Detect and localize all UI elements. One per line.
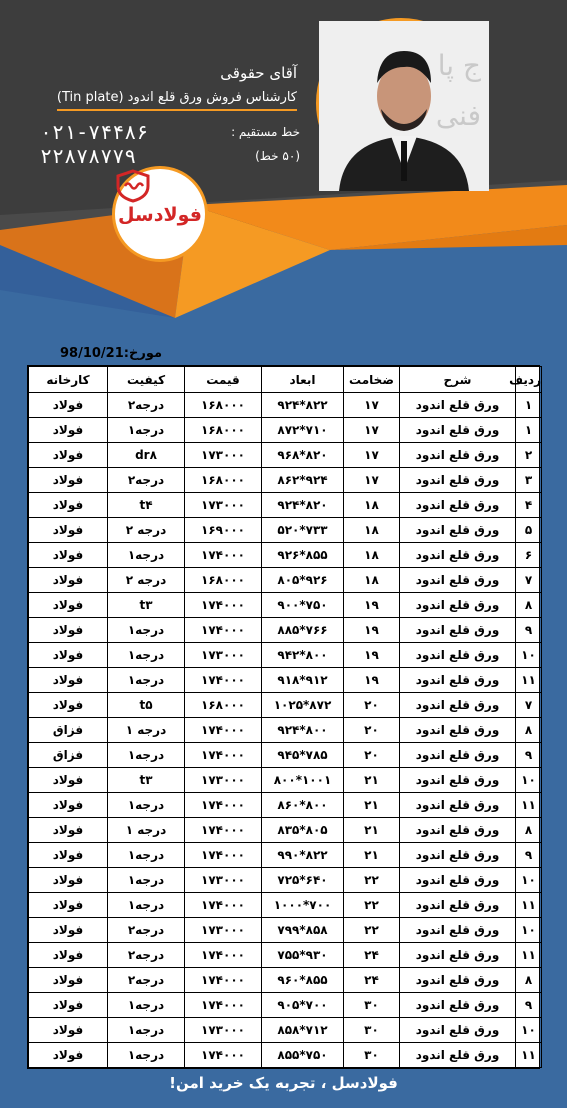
cell-dimensions: ۸۲۰*۹۲۴ (262, 493, 344, 518)
table-row (29, 1043, 542, 1068)
cell-description: ورق قلع اندود (400, 818, 516, 843)
cell-row-number: ۶ (516, 543, 542, 568)
cell-factory: فولاد (29, 818, 108, 843)
cell-thickness: ۱۹ (344, 668, 400, 693)
cell-price: ۱۷۳۰۰۰ (185, 918, 262, 943)
price-table (28, 366, 542, 1068)
table-row (29, 393, 542, 418)
cell-thickness: ۲۰ (344, 743, 400, 768)
cell-factory: فولاد (29, 518, 108, 543)
cell-dimensions: ۸۵۸*۷۹۹ (262, 918, 344, 943)
cell-row-number: ۲ (516, 443, 542, 468)
cell-dimensions: ۶۴۰*۷۲۵ (262, 868, 344, 893)
cell-thickness: ۲۱ (344, 768, 400, 793)
cell-quality: درجه۲ (108, 968, 185, 993)
cell-factory: فولاد (29, 693, 108, 718)
cell-dimensions: ۹۲۶*۸۰۵ (262, 568, 344, 593)
table-row (29, 1018, 542, 1043)
table-row (29, 743, 542, 768)
cell-factory: فولاد (29, 568, 108, 593)
cell-row-number: ۷ (516, 568, 542, 593)
table-row (29, 493, 542, 518)
cell-description: ورق قلع اندود (400, 793, 516, 818)
cell-row-number: ۱۱ (516, 793, 542, 818)
phone-numbers (40, 120, 300, 168)
cell-thickness: ۱۸ (344, 518, 400, 543)
cell-row-number: ۹ (516, 743, 542, 768)
cell-description: ورق قلع اندود (400, 693, 516, 718)
cell-price: ۱۶۸۰۰۰ (185, 693, 262, 718)
cell-row-number: ۱۰ (516, 1018, 542, 1043)
cell-thickness: ۲۴ (344, 968, 400, 993)
column-header-thickness: ضخامت (344, 367, 400, 393)
cell-row-number: ۸ (516, 818, 542, 843)
cell-thickness: ۳۰ (344, 993, 400, 1018)
table-row (29, 918, 542, 943)
cell-price: ۱۷۳۰۰۰ (185, 1018, 262, 1043)
contact-role: کارشناس فروش ورق قلع اندود (Tin plate) (57, 90, 297, 111)
cell-thickness: ۱۹ (344, 593, 400, 618)
cell-price: ۱۷۴۰۰۰ (185, 793, 262, 818)
cell-quality: t۵ (108, 693, 185, 718)
cell-description: ورق قلع اندود (400, 668, 516, 693)
cell-dimensions: ۸۰۵*۸۳۵ (262, 818, 344, 843)
cell-row-number: ۹ (516, 843, 542, 868)
cell-price: ۱۷۴۰۰۰ (185, 843, 262, 868)
cell-factory: فزاق (29, 718, 108, 743)
cell-row-number: ۱۱ (516, 893, 542, 918)
table-row (29, 568, 542, 593)
table-row (29, 993, 542, 1018)
column-header-quality: کیفیت (108, 367, 185, 393)
cell-factory: فولاد (29, 993, 108, 1018)
table-row (29, 818, 542, 843)
cell-factory: فولاد (29, 893, 108, 918)
cell-factory: فولاد (29, 593, 108, 618)
cell-description: ورق قلع اندود (400, 968, 516, 993)
cell-description: ورق قلع اندود (400, 718, 516, 743)
cell-thickness: ۱۷ (344, 443, 400, 468)
cell-row-number: ۸ (516, 718, 542, 743)
direct-phone-number[interactable]: ۰۲۱-۷۴۴۸۶ (40, 120, 149, 144)
cell-row-number: ۱ (516, 393, 542, 418)
table-row (29, 443, 542, 468)
cell-thickness: ۱۹ (344, 618, 400, 643)
table-row (29, 718, 542, 743)
contact-info (27, 64, 297, 111)
cell-thickness: ۲۰ (344, 718, 400, 743)
cell-description: ورق قلع اندود (400, 393, 516, 418)
cell-description: ورق قلع اندود (400, 743, 516, 768)
column-header-dimensions: ابعاد (262, 367, 344, 393)
cell-price: ۱۷۴۰۰۰ (185, 993, 262, 1018)
cell-price: ۱۶۸۰۰۰ (185, 468, 262, 493)
header-banner (0, 0, 567, 330)
cell-price: ۱۷۳۰۰۰ (185, 768, 262, 793)
cell-dimensions: ۷۰۰*۹۰۵ (262, 993, 344, 1018)
cell-row-number: ۱۰ (516, 868, 542, 893)
cell-quality: درجه۱ (108, 618, 185, 643)
cell-quality: درجه ۱ (108, 818, 185, 843)
table-row (29, 593, 542, 618)
cell-quality: درجه۲ (108, 918, 185, 943)
cell-dimensions: ۸۵۵*۹۲۶ (262, 543, 344, 568)
cell-thickness: ۲۲ (344, 868, 400, 893)
cell-factory: فولاد (29, 1018, 108, 1043)
cell-factory: فولاد (29, 543, 108, 568)
cell-description: ورق قلع اندود (400, 918, 516, 943)
cell-thickness: ۲۲ (344, 893, 400, 918)
table-row (29, 843, 542, 868)
cell-price: ۱۷۴۰۰۰ (185, 1043, 262, 1068)
table-row (29, 968, 542, 993)
cell-description: ورق قلع اندود (400, 943, 516, 968)
cell-price: ۱۶۹۰۰۰ (185, 518, 262, 543)
cell-factory: فولاد (29, 643, 108, 668)
table-row (29, 768, 542, 793)
cell-quality: dr۸ (108, 443, 185, 468)
cell-dimensions: ۸۵۵*۹۶۰ (262, 968, 344, 993)
cell-quality: درجه۱ (108, 868, 185, 893)
cell-dimensions: ۸۰۰*۸۶۰ (262, 793, 344, 818)
cell-row-number: ۱۱ (516, 1043, 542, 1068)
cell-description: ورق قلع اندود (400, 618, 516, 643)
cell-price: ۱۷۴۰۰۰ (185, 718, 262, 743)
cell-thickness: ۱۸ (344, 493, 400, 518)
cell-thickness: ۲۰ (344, 693, 400, 718)
cell-factory: فولاد (29, 768, 108, 793)
price-date: مورخ:98/10/21 (60, 346, 163, 361)
cell-dimensions: ۸۲۰*۹۶۸ (262, 443, 344, 468)
table-row (29, 618, 542, 643)
cell-factory: فولاد (29, 668, 108, 693)
table-row (29, 893, 542, 918)
cell-quality: درجه۱ (108, 743, 185, 768)
cell-thickness: ۳۰ (344, 1018, 400, 1043)
cell-description: ورق قلع اندود (400, 1018, 516, 1043)
cell-description: ورق قلع اندود (400, 493, 516, 518)
cell-description: ورق قلع اندود (400, 443, 516, 468)
cell-row-number: ۹ (516, 993, 542, 1018)
cell-factory: فولاد (29, 1043, 108, 1068)
cell-quality: درجه۲ (108, 393, 185, 418)
cell-description: ورق قلع اندود (400, 468, 516, 493)
cell-quality: درجه۱ (108, 1043, 185, 1068)
table-row (29, 468, 542, 493)
cell-dimensions: ۷۱۰*۸۷۲ (262, 418, 344, 443)
cell-price: ۱۷۴۰۰۰ (185, 743, 262, 768)
cell-row-number: ۱۰ (516, 643, 542, 668)
table-row (29, 793, 542, 818)
cell-dimensions: ۹۲۴*۸۶۲ (262, 468, 344, 493)
cell-dimensions: ۷۰۰*۱۰۰۰ (262, 893, 344, 918)
cell-factory: فولاد (29, 493, 108, 518)
cell-description: ورق قلع اندود (400, 843, 516, 868)
multi-line-number[interactable]: ۲۲۸۷۸۷۷۹ (40, 144, 137, 168)
cell-quality: درجه ۲ (108, 568, 185, 593)
cell-thickness: ۲۱ (344, 818, 400, 843)
cell-price: ۱۷۴۰۰۰ (185, 593, 262, 618)
background-text-1: ج پا (437, 49, 481, 82)
direct-line-label: خط مستقیم : (231, 125, 300, 139)
brand-logo (112, 166, 208, 262)
cell-quality: درجه۲ (108, 468, 185, 493)
cell-dimensions: ۷۵۰*۹۰۰ (262, 593, 344, 618)
profile-photo (316, 18, 486, 188)
table-row (29, 543, 542, 568)
cell-description: ورق قلع اندود (400, 893, 516, 918)
cell-quality: درجه۱ (108, 543, 185, 568)
table-row (29, 693, 542, 718)
cell-thickness: ۱۸ (344, 543, 400, 568)
cell-row-number: ۱۱ (516, 668, 542, 693)
cell-factory: فولاد (29, 418, 108, 443)
cell-dimensions: ۸۰۰*۹۴۲ (262, 643, 344, 668)
cell-thickness: ۱۷ (344, 468, 400, 493)
cell-dimensions: ۸۰۰*۹۲۴ (262, 718, 344, 743)
cell-description: ورق قلع اندود (400, 568, 516, 593)
cell-thickness: ۱۷ (344, 393, 400, 418)
cell-thickness: ۲۴ (344, 943, 400, 968)
cell-factory: فولاد (29, 868, 108, 893)
table-row (29, 518, 542, 543)
cell-quality: t۳ (108, 593, 185, 618)
cell-description: ورق قلع اندود (400, 643, 516, 668)
cell-quality: درجه۲ (108, 943, 185, 968)
cell-factory: فولاد (29, 393, 108, 418)
cell-price: ۱۷۴۰۰۰ (185, 668, 262, 693)
logo-text: فولادسل (118, 204, 202, 226)
cell-dimensions: ۷۵۰*۸۵۵ (262, 1043, 344, 1068)
cell-description: ورق قلع اندود (400, 1043, 516, 1068)
cell-row-number: ۵ (516, 518, 542, 543)
cell-factory: فولاد (29, 618, 108, 643)
cell-price: ۱۷۴۰۰۰ (185, 818, 262, 843)
cell-factory: فولاد (29, 943, 108, 968)
column-header-row-number: ردیف (516, 367, 542, 393)
cell-description: ورق قلع اندود (400, 868, 516, 893)
cell-price: ۱۷۳۰۰۰ (185, 868, 262, 893)
cell-price: ۱۶۸۰۰۰ (185, 418, 262, 443)
cell-quality: درجه۱ (108, 793, 185, 818)
cell-row-number: ۳ (516, 468, 542, 493)
cell-thickness: ۱۷ (344, 418, 400, 443)
price-table-container (27, 365, 540, 1069)
cell-quality: درجه۱ (108, 643, 185, 668)
background-text-2: فنی (435, 99, 481, 132)
table-header-row (29, 367, 542, 393)
cell-row-number: ۷ (516, 693, 542, 718)
table-row (29, 418, 542, 443)
cell-quality: درجه۱ (108, 843, 185, 868)
cell-description: ورق قلع اندود (400, 518, 516, 543)
cell-thickness: ۲۱ (344, 793, 400, 818)
cell-thickness: ۲۱ (344, 843, 400, 868)
column-header-description: شرح (400, 367, 516, 393)
cell-row-number: ۱ (516, 418, 542, 443)
cell-thickness: ۳۰ (344, 1043, 400, 1068)
cell-row-number: ۴ (516, 493, 542, 518)
cell-description: ورق قلع اندود (400, 993, 516, 1018)
contact-name: آقای حقوقی (220, 64, 297, 82)
cell-dimensions: ۹۱۲*۹۱۸ (262, 668, 344, 693)
cell-thickness: ۲۲ (344, 918, 400, 943)
table-body (29, 393, 542, 1068)
cell-description: ورق قلع اندود (400, 593, 516, 618)
cell-dimensions: ۸۲۲*۹۲۴ (262, 393, 344, 418)
cell-quality: درجه۱ (108, 893, 185, 918)
cell-price: ۱۷۴۰۰۰ (185, 543, 262, 568)
cell-quality: درجه۱ (108, 1018, 185, 1043)
cell-price: ۱۷۴۰۰۰ (185, 968, 262, 993)
cell-factory: فولاد (29, 468, 108, 493)
cell-factory: فولاد (29, 968, 108, 993)
cell-dimensions: ۷۸۵*۹۴۵ (262, 743, 344, 768)
cell-factory: فولاد (29, 793, 108, 818)
table-row (29, 668, 542, 693)
cell-thickness: ۱۸ (344, 568, 400, 593)
cell-quality: t۴ (108, 493, 185, 518)
cell-description: ورق قلع اندود (400, 418, 516, 443)
cell-price: ۱۷۴۰۰۰ (185, 893, 262, 918)
cell-row-number: ۸ (516, 593, 542, 618)
cell-thickness: ۱۹ (344, 643, 400, 668)
cell-dimensions: ۱۰۰۱*۸۰۰ (262, 768, 344, 793)
cell-dimensions: ۷۱۲*۸۵۸ (262, 1018, 344, 1043)
cell-price: ۱۷۳۰۰۰ (185, 493, 262, 518)
cell-description: ورق قلع اندود (400, 543, 516, 568)
slogan: فولادسل ، تجربه یک خرید امن! (169, 1074, 398, 1092)
cell-price: ۱۷۴۰۰۰ (185, 618, 262, 643)
cell-price: ۱۶۸۰۰۰ (185, 568, 262, 593)
cell-factory: فولاد (29, 443, 108, 468)
cell-row-number: ۱۰ (516, 768, 542, 793)
table-row (29, 643, 542, 668)
cell-quality: درجه۱ (108, 668, 185, 693)
cell-row-number: ۱۱ (516, 943, 542, 968)
cell-factory: فولاد (29, 918, 108, 943)
cell-quality: درجه ۱ (108, 718, 185, 743)
cell-quality: درجه ۲ (108, 518, 185, 543)
cell-dimensions: ۹۳۰*۷۵۵ (262, 943, 344, 968)
cell-price: ۱۶۸۰۰۰ (185, 393, 262, 418)
cell-dimensions: ۸۷۲*۱۰۲۵ (262, 693, 344, 718)
cell-row-number: ۱۰ (516, 918, 542, 943)
cell-dimensions: ۸۲۲*۹۹۰ (262, 843, 344, 868)
lines-count-label: (۵۰ خط) (255, 149, 300, 163)
cell-row-number: ۹ (516, 618, 542, 643)
cell-price: ۱۷۳۰۰۰ (185, 643, 262, 668)
cell-dimensions: ۷۳۳*۵۲۰ (262, 518, 344, 543)
cell-quality: درجه۱ (108, 993, 185, 1018)
cell-dimensions: ۷۶۶*۸۸۵ (262, 618, 344, 643)
cell-price: ۱۷۳۰۰۰ (185, 443, 262, 468)
cell-price: ۱۷۴۰۰۰ (185, 943, 262, 968)
cell-description: ورق قلع اندود (400, 768, 516, 793)
table-row (29, 943, 542, 968)
cell-factory: فزاق (29, 743, 108, 768)
cell-quality: درجه۱ (108, 418, 185, 443)
column-header-factory: کارخانه (29, 367, 108, 393)
shield-icon (115, 169, 151, 203)
cell-row-number: ۸ (516, 968, 542, 993)
cell-quality: t۳ (108, 768, 185, 793)
table-row (29, 868, 542, 893)
cell-factory: فولاد (29, 843, 108, 868)
column-header-price: قیمت (185, 367, 262, 393)
